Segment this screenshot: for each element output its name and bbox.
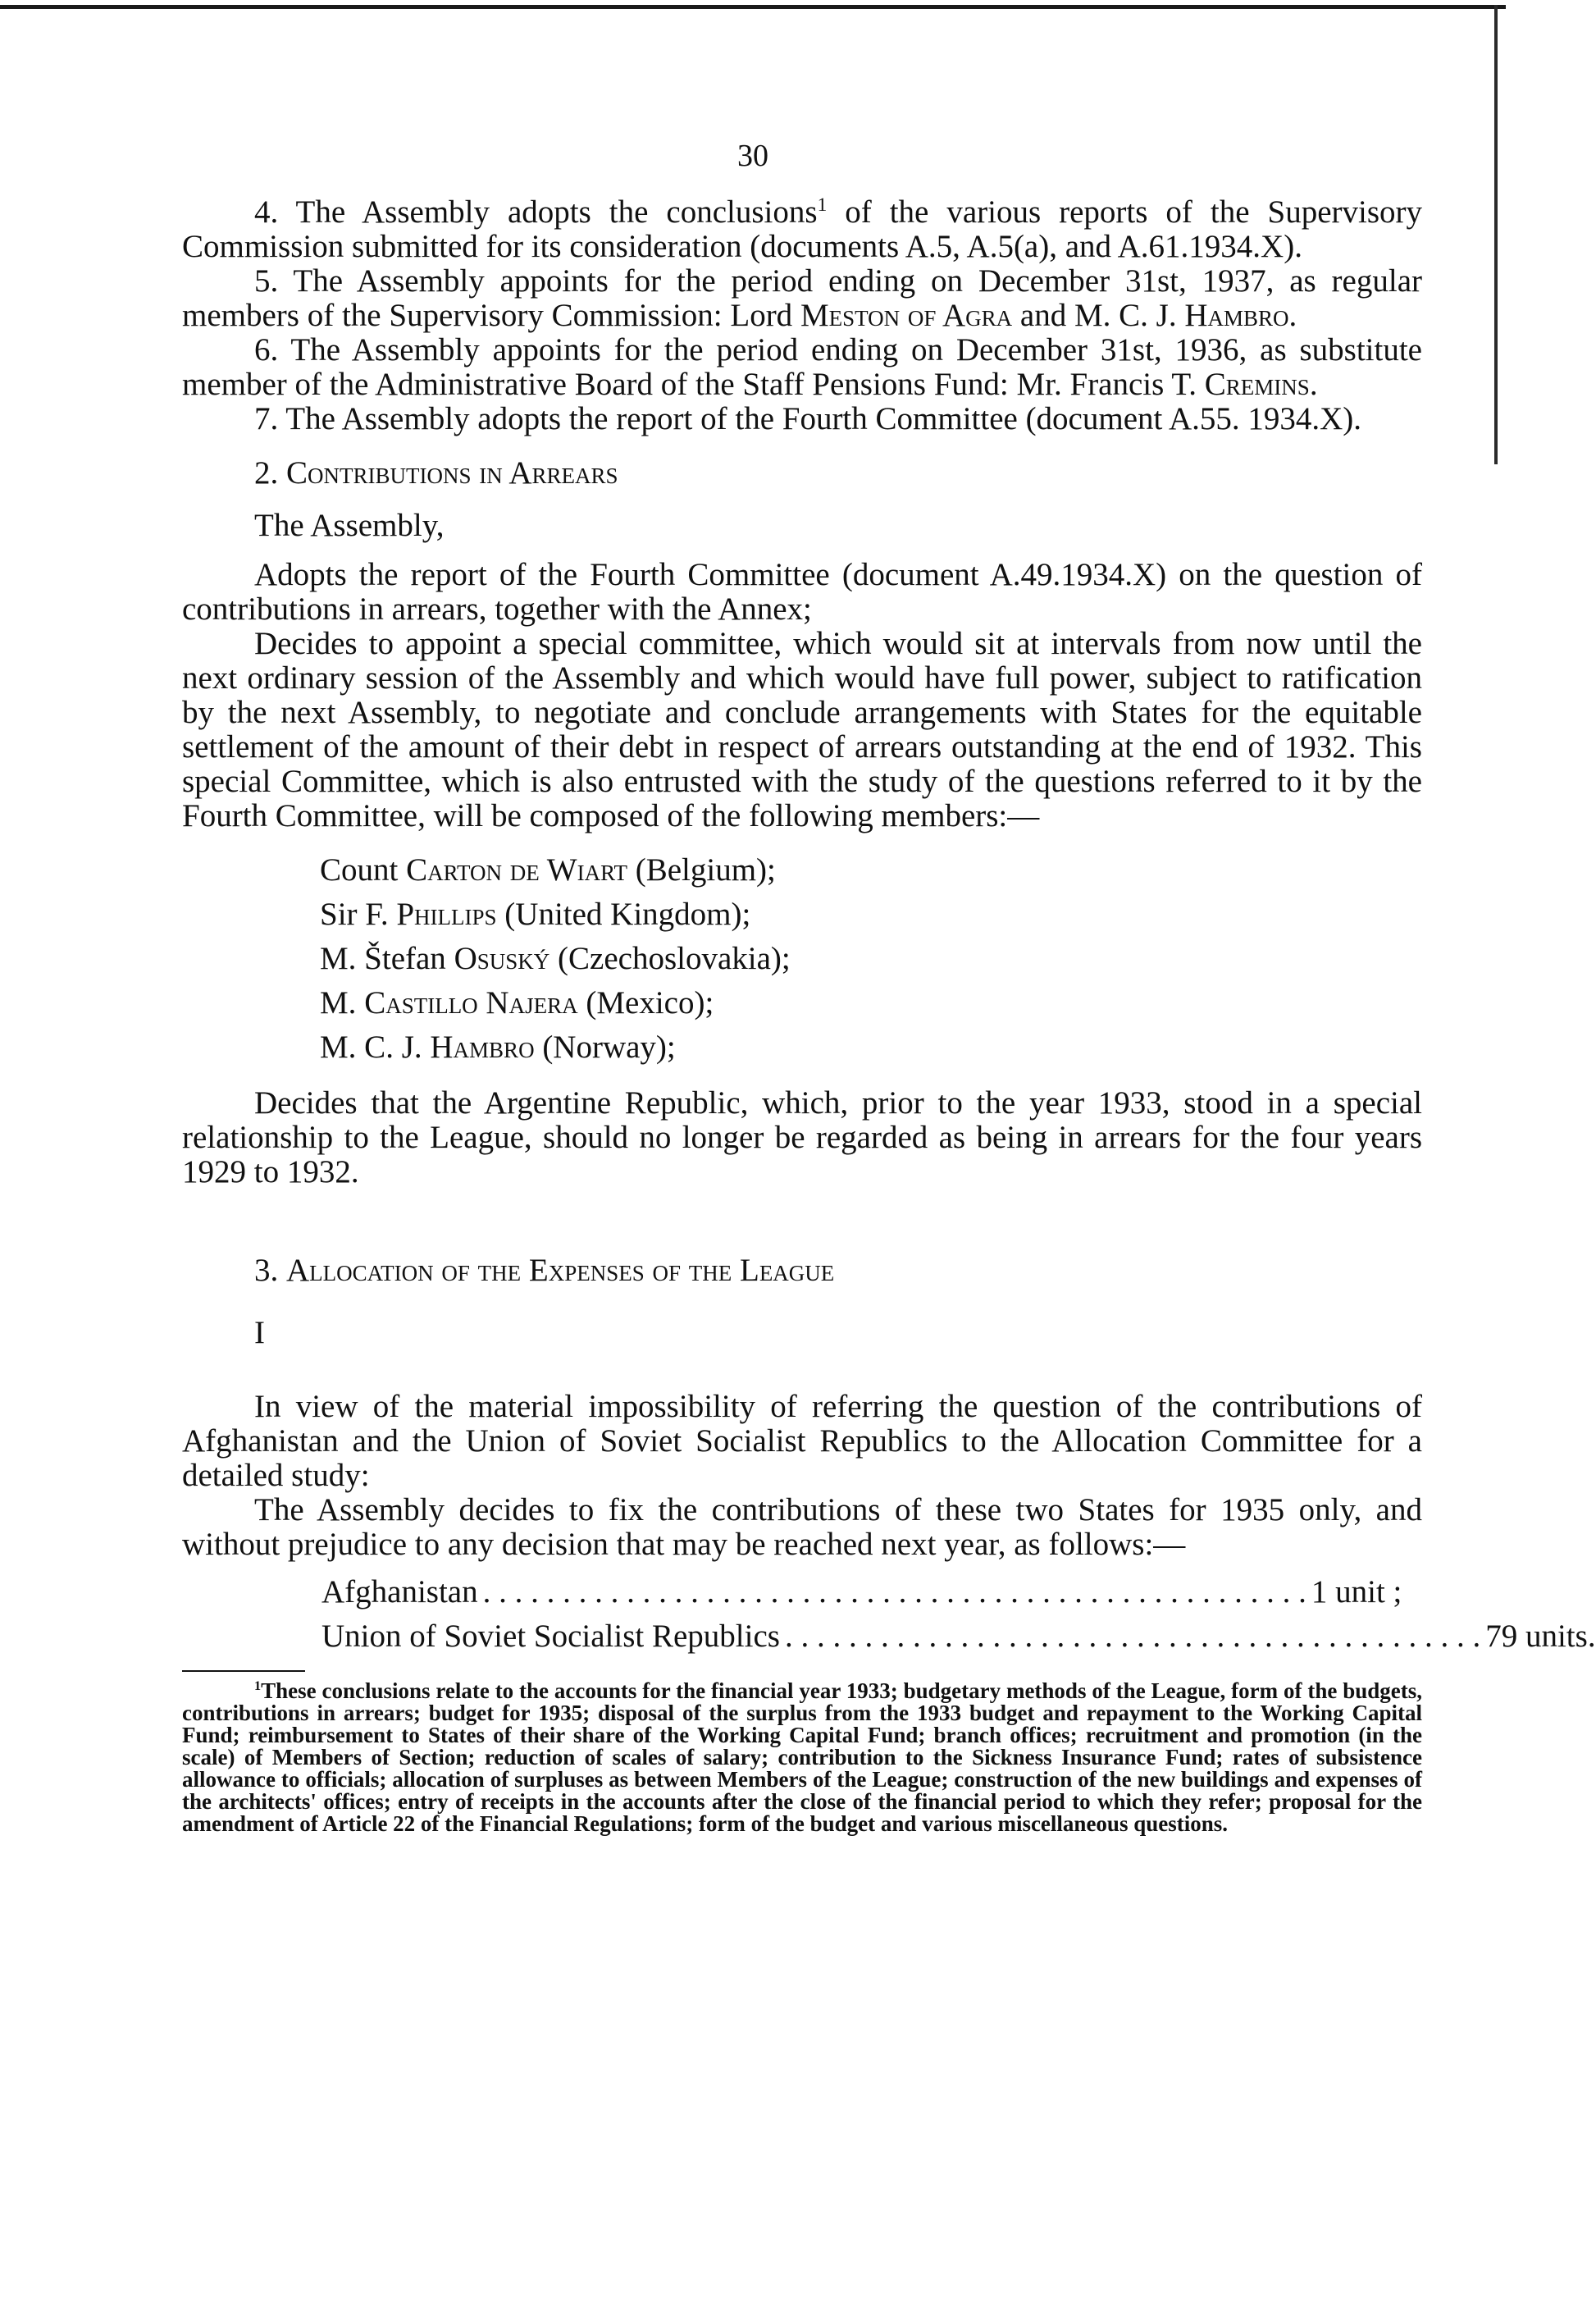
item-6-text: 6. The Assembly appoints for the period ending on December 31st, 1936, as substitute member of the Administrative Board of the Staff Pensions Fund: Mr. Francis T. xyxy=(182,332,1422,402)
member-country: (United Kingdom); xyxy=(496,897,751,932)
member-item xyxy=(320,1025,1422,1070)
document-body xyxy=(182,194,1596,1836)
section-2-paragraph-argentine: Decides that the Argentine Republic, which, prior to the year 1933, stood in a special relationship to the League, should no longer be regarded as being in arrears for the four years 1929 to 1932. xyxy=(182,1085,1422,1189)
page-number: 30 xyxy=(737,139,768,173)
committee-members-list xyxy=(320,848,1422,1070)
section-2-heading xyxy=(182,456,1422,491)
member-name: Castillo Najera xyxy=(364,985,578,1021)
member-name: Osuský xyxy=(454,941,550,976)
paragraph-item-6 xyxy=(182,333,1422,402)
member-prefix: M. Štefan xyxy=(320,941,454,976)
item-5-text-mid: and M. C. J. xyxy=(1012,298,1185,333)
member-country: (Mexico); xyxy=(577,985,714,1021)
member-name: Phillips xyxy=(396,897,497,932)
member-name: Hambro xyxy=(430,1030,535,1065)
section-2-paragraph-decides: Decides to appoint a special committee, which would sit at intervals from now until the next ordinary session of the Assembly and which would have full power, subject to ratification by the next Assembly, to negotiate and conclude arrangements with States for the equitable settlement of the amount of their debt in respect of arrears outstanding at the end of 1932. This special Committee, which is also entrusted with the study of the questions referred to it by the Fourth Committee, will be composed of the following members:— xyxy=(182,626,1422,833)
section-2-title: Contributions in Arrears xyxy=(286,455,618,491)
footnote xyxy=(182,1680,1422,1835)
section-3-heading xyxy=(182,1253,1422,1288)
member-item xyxy=(320,981,1422,1025)
footnote-text: These conclusions relate to the accounts for the financial year 1933; budgetary methods of the League, form of the budgets, contributions in arrears; budget for 1935; disposal of the surplus from the 1933 budget and repayment to the Working Capital Fund; reimbursement to States of their share of the Working Capital Fund; branch offices; recruitment and promotion (in the scale) of Members of Section; reduction of scales of salary; contribution to the Sickness Insurance Fund; rates of subsistence allowance to officials; allocation of surpluses as between Members of the League; construction of the new buildings and expenses of the architects' offices; entry of receipts in the accounts after the close of the financial period to which they refer; proposal for the amendment of Article 22 of the Financial Regulations; form of the budget and various miscellaneous questions. xyxy=(182,1678,1422,1836)
contributions-table xyxy=(321,1570,1596,1659)
table-units: 79 units. xyxy=(1485,1619,1596,1654)
table-row xyxy=(321,1614,1596,1659)
item-5-end: . xyxy=(1288,298,1297,333)
section-2-paragraph-adopts: Adopts the report of the Fourth Committee (document A.49.1934.X) on the question of contributions in arrears, together with the Annex; xyxy=(182,557,1422,627)
table-units: 1 unit ; xyxy=(1311,1574,1402,1610)
member-prefix: Sir F. xyxy=(320,897,397,932)
footnote-rule xyxy=(182,1670,305,1672)
item-5-text: 5. The Assembly appoints for the period ending on December 31st, 1937, as regular members of the Supervisory Commission: Lord xyxy=(182,263,1422,333)
table-state: Afghanistan xyxy=(321,1574,478,1610)
item-5-name-hambro: Hambro xyxy=(1184,298,1289,333)
top-border-rule xyxy=(0,5,1506,9)
member-prefix: M. C. J. xyxy=(320,1030,431,1065)
section-3-title: Allocation of the Expenses of the League xyxy=(286,1253,835,1288)
footnote-marker: 1 xyxy=(254,1678,262,1693)
section-3-number: 3. xyxy=(254,1253,286,1288)
section-3-paragraph-view: In view of the material impossibility of referring the question of the contributions of Afghanistan and the Union of Soviet Socialist Republics to the Allocation Committee for a detailed study: xyxy=(182,1389,1422,1493)
member-country: (Belgium); xyxy=(627,852,776,888)
item-4-text-cont: of the various reports of the Supervisory Commission submitted for its consideration (documents A.5, A.5(a), and A.61.1934.X). xyxy=(182,194,1422,264)
table-row xyxy=(321,1570,1402,1614)
dot-leader: . . . . . . . . . . . . . . . . . . . . . . . . . . . . . . . . . . . . . . . . . . . . . . . . . . . . xyxy=(482,1574,1306,1610)
paragraph-item-4 xyxy=(182,195,1422,264)
member-prefix: Count xyxy=(320,852,407,888)
section-3-subheading: I xyxy=(254,1315,265,1350)
table-state: Union of Soviet Socialist Republics xyxy=(321,1619,780,1654)
item-6-name-cremins: Cremins xyxy=(1204,367,1310,402)
member-prefix: M. xyxy=(320,985,365,1021)
member-item xyxy=(320,893,1422,937)
paragraph-item-7: 7. The Assembly adopts the report of the Fourth Committee (document A.55. 1934.X). xyxy=(254,401,1362,436)
section-2-number: 2. xyxy=(254,455,286,491)
dot-leader: . . . . . . . . . . . . . . . . . . . . . . . . . . . . . . . . . . . . . . . . . . . . xyxy=(784,1619,1481,1654)
right-border-rule xyxy=(1494,5,1498,464)
item-6-end: . xyxy=(1309,367,1318,402)
item-4-text: 4. The Assembly adopts the conclusions xyxy=(254,194,818,230)
paragraph-item-5 xyxy=(182,264,1422,333)
member-name: Carton de Wiart xyxy=(406,852,627,888)
section-3-paragraph-decides: The Assembly decides to fix the contributions of these two States for 1935 only, and without prejudice to any decision that may be reached next year, as follows:— xyxy=(182,1492,1422,1562)
section-2-intro: The Assembly, xyxy=(254,508,445,543)
footnote-reference: 1 xyxy=(817,194,828,216)
member-country: (Czechoslovakia); xyxy=(549,941,791,976)
member-item xyxy=(320,848,1422,893)
item-5-name-meston: Meston of Agra xyxy=(800,298,1013,333)
member-item xyxy=(320,937,1422,981)
member-country: (Norway); xyxy=(534,1030,676,1065)
